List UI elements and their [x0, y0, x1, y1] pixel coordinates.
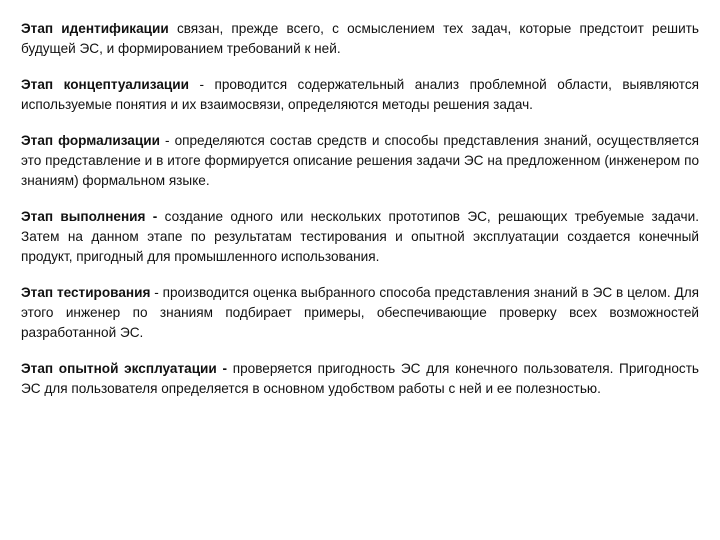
paragraph-conceptualization: [21, 75, 699, 115]
stage-separator: [157, 209, 164, 224]
document-body: [21, 19, 699, 415]
stage-description: определяются состав средств и способы представления знаний, осуществляется это представление и в итоге формируется описание решения задачи ЭС на предложенном (инженером по знаниям) формальном языке.: [21, 133, 699, 188]
stage-separator: -: [189, 77, 215, 92]
stage-separator: -: [159, 133, 175, 148]
stage-description: производится оценка выбранного способа представления знаний в ЭС в целом. Для этого инженер по знаниям подбирает примеры, обеспечивающие проверку всех возможностей разработанной ЭС.: [21, 285, 699, 340]
paragraph-formalization: [21, 131, 699, 191]
stage-term: Этап формализации: [21, 133, 160, 148]
stage-separator: -: [150, 285, 163, 300]
stage-description: проверяется пригодность ЭС для конечного пользователя. Пригодность ЭС для пользователя определяется в основном удобством работы с ней и ее полезностью.: [21, 361, 700, 396]
stage-description: проводится содержательный анализ проблемной области, выявляются используемые понятия и их взаимосвязи, определяются методы решения задач.: [21, 77, 700, 112]
stage-term: Этап выполнения -: [21, 209, 158, 224]
paragraph-testing: [21, 283, 699, 343]
stage-separator: [169, 21, 177, 36]
paragraph-implementation: [21, 207, 699, 267]
stage-description: создание одного или нескольких прототипов ЭС, решающих требуемые задачи. Затем на данном этапе по результатам тестирования и опытной эксплуатации создается конечный продукт, пригодный для промышленного использования.: [21, 209, 699, 264]
paragraph-identification: [21, 19, 699, 59]
stage-term: Этап идентификации: [21, 21, 169, 36]
stage-term: Этап концептуализации: [21, 77, 189, 92]
stage-term: Этап опытной эксплуатации -: [21, 361, 227, 376]
paragraph-trial-operation: [21, 359, 699, 399]
stage-description: связан, прежде всего, с осмыслением тех задач, которые предстоит решить будущей ЭС, и формированием требований к ней.: [21, 21, 699, 56]
stage-term: Этап тестирования: [21, 285, 151, 300]
